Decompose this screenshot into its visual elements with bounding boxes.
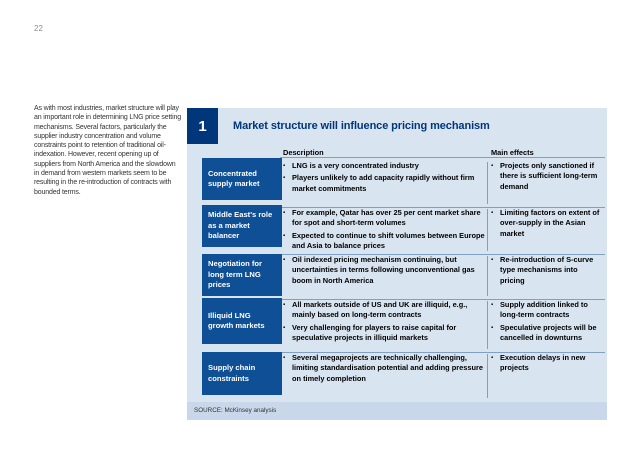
exhibit-title-bar (187, 108, 607, 144)
bullet-item (283, 173, 489, 194)
bullet-text: Expected to continue to shift volumes between Europe and Asia to balance prices (292, 230, 485, 251)
bullet-item (491, 161, 603, 192)
description-cell (283, 208, 489, 254)
bullet-icon: ▪ (491, 324, 494, 331)
row-label: Middle East's role as a market balancer (202, 205, 282, 247)
bullet-text: Oil indexed pricing mechanism continuing, but uncertainties in terms following unconventional gas boom in North America (292, 255, 475, 285)
side-commentary: As with most industries, market structure will play an important role in determining LNG price setting mechanisms. Several factors, particularly the supplier industry concentration and volume constraints point to retention of traditional oil-indexation. However, recent opening up of suppliers from North America and the slowdown in demand from western markets seem to be resulting in the re-introduction of contracts with bounded terms. (34, 105, 181, 196)
bullet-text: Speculative projects will be cancelled in downturns (500, 322, 597, 343)
column-divider (487, 209, 488, 251)
bullet-item (491, 208, 603, 239)
exhibit-number: 1 (187, 108, 218, 144)
source-note: SOURCE: McKinsey analysis (194, 407, 277, 414)
bullet-icon: ▪ (283, 302, 286, 308)
row-label: Negotiation for long term LNG prices (202, 254, 282, 296)
bullet-item (283, 208, 489, 229)
main-effects-cell (491, 161, 603, 194)
bullet-icon: ▪ (283, 175, 286, 182)
column-divider (487, 256, 488, 296)
bullet-icon: ▪ (283, 163, 286, 169)
row-label: Concentrated supply market (202, 158, 282, 200)
bullet-item (283, 231, 489, 252)
bullet-item (283, 255, 489, 286)
bullet-item (491, 353, 603, 374)
bullet-item (283, 323, 489, 344)
exhibit-title: Market structure will influence pricing mechanism (233, 120, 490, 132)
description-cell (283, 161, 489, 196)
description-cell (283, 300, 489, 346)
main-effects-cell (491, 353, 603, 376)
bullet-icon: ▪ (491, 210, 494, 216)
source-bar (187, 402, 607, 420)
bullet-item (491, 300, 603, 321)
bullet-text: Supply addition linked to long-term contracts (500, 300, 588, 320)
column-divider (487, 354, 488, 398)
row-label: Supply chain constraints (202, 352, 282, 395)
column-header-main-effects: Main effects (491, 148, 534, 157)
column-divider (487, 301, 488, 349)
bullet-icon: ▪ (283, 210, 286, 216)
bullet-text: Projects only sanctioned if there is sufficient long-term demand (500, 161, 598, 191)
bullet-text: Very challenging for players to raise capital for speculative projects in illiquid markets (292, 322, 457, 343)
bullet-icon: ▪ (283, 355, 286, 361)
bullet-icon: ▪ (283, 257, 286, 263)
bullet-text: Execution delays in new projects (500, 353, 586, 373)
exhibit-panel (187, 108, 607, 420)
bullet-icon: ▪ (283, 324, 286, 331)
bullet-icon: ▪ (491, 355, 494, 361)
page-number: 22 (34, 24, 43, 33)
column-divider (487, 162, 488, 204)
main-effects-cell (491, 300, 603, 346)
bullet-text: Re-introduction of S-curve type mechanisms into pricing (500, 255, 594, 285)
description-cell (283, 255, 489, 288)
bullet-text: For example, Qatar has over 25 per cent market share for spot and short-term volumes (292, 208, 481, 228)
bullet-text: Several megaprojects are technically challenging, limiting standardisation potential and adding pressure on timely completion (292, 353, 483, 383)
bullet-icon: ▪ (491, 257, 494, 263)
bullet-item (283, 161, 489, 171)
bullet-text: Limiting factors on extent of over-supply in the Asian market (500, 208, 600, 238)
description-cell (283, 353, 489, 386)
main-effects-cell (491, 208, 603, 241)
bullet-item (283, 300, 489, 321)
bullet-icon: ▪ (491, 163, 494, 169)
bullet-text: All markets outside of US and UK are illiquid, e.g., mainly based on long-term contracts (292, 300, 468, 320)
row-label: Illiquid LNG growth markets (202, 298, 282, 344)
table-header (280, 148, 605, 158)
bullet-item (491, 255, 603, 286)
column-header-description: Description (283, 148, 324, 157)
bullet-text: LNG is a very concentrated industry (292, 161, 419, 170)
bullet-icon: ▪ (491, 302, 494, 308)
main-effects-cell (491, 255, 603, 288)
bullet-text: Players unlikely to add capacity rapidly without firm market commitments (292, 173, 475, 193)
bullet-item (491, 323, 603, 344)
bullet-item (283, 353, 489, 384)
bullet-icon: ▪ (283, 232, 286, 239)
